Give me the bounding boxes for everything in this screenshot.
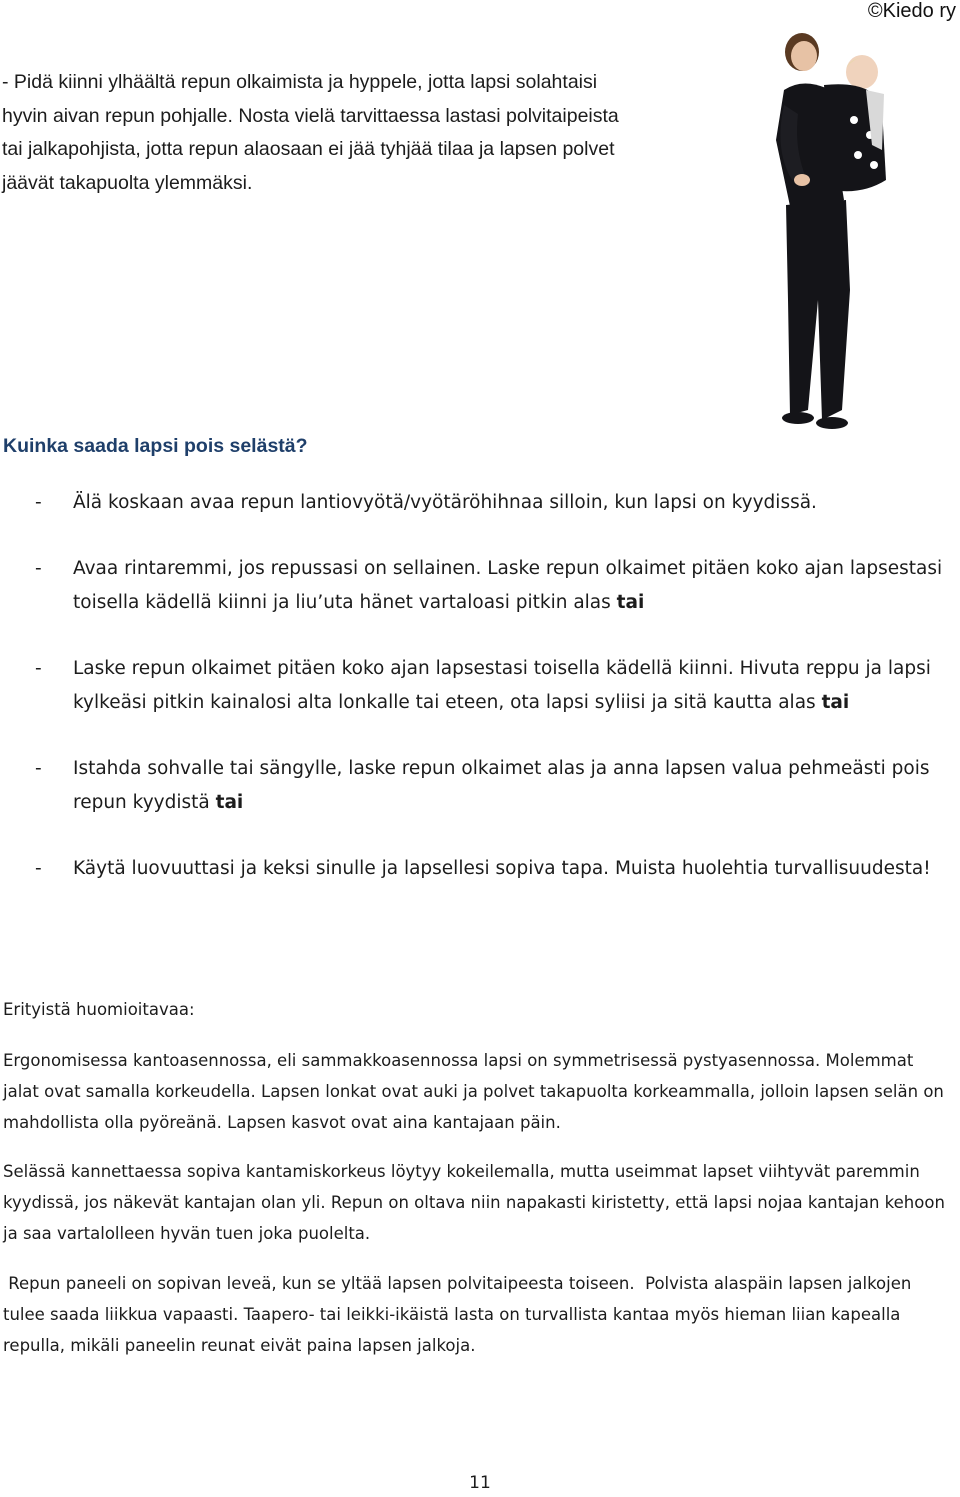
section-heading-special-notes: Erityistä huomioitavaa: — [3, 1000, 195, 1019]
list-item-text: Käytä luovuuttasi ja keksi sinulle ja lapsellesi sopiva tapa. Muista huolehtia turvallisuudesta! — [73, 858, 931, 879]
list-item — [0, 486, 960, 520]
list-item-text: Avaa rintaremmi, jos repussasi on sellainen. Laske repun olkaimet pitäen koko ajan lapsestasi toisella kädellä kiinni ja liu’uta hänet vartaloasi pitkin alas — [73, 558, 943, 613]
list-item-text: Istahda sohvalle tai sängylle, laske repun olkaimet alas ja anna lapsen valua pehmeästi pois repun kyydistä — [73, 758, 930, 813]
list-dash: - — [35, 858, 42, 879]
list-item — [0, 652, 960, 720]
list-dash: - — [35, 492, 42, 513]
list-item — [0, 852, 960, 886]
paragraph-back-carry-height: Selässä kannettaessa sopiva kantamiskorkeus löytyy kokeilemalla, mutta useimmat lapset viihtyvät paremmin kyydissä, jos näkevät kantajan olan yli. Repun on oltava niin napakasti kiristetty, että lapsi nojaa kantajan kehoon ja saa vartalolleen hyvän tuen joka puolelta. — [3, 1162, 945, 1243]
list-item-suffix: tai — [821, 692, 850, 713]
copyright-header: ©Kiedo ry — [867, 0, 956, 22]
list-item — [0, 752, 960, 820]
list-item — [0, 552, 960, 620]
section-heading-remove-child: Kuinka saada lapsi pois selästä? — [3, 435, 308, 457]
instruction-list — [0, 486, 960, 886]
paragraph-ergonomic-position: Ergonomisessa kantoasennossa, eli sammakkoasennossa lapsi on symmetrisessä pystyasennossa. Molemmat jalat ovat samalla korkeudella. Lapsen lonkat ovat auki ja polvet takapuolta korkeammalla, jolloin lapsen selän on mahdollista olla pyöreänä. Lapsen kasvot ovat aina kantajaan päin. — [3, 1051, 944, 1132]
list-dash: - — [35, 558, 42, 579]
page-number: 11 — [469, 1473, 491, 1493]
babywearing-photo — [762, 30, 902, 435]
list-item-text: Älä koskaan avaa repun lantiovyötä/vyötäröhihnaa silloin, kun lapsi on kyydissä. — [73, 492, 817, 513]
intro-paragraph — [2, 66, 622, 200]
list-item-suffix: tai — [616, 592, 645, 613]
intro-text: - Pidä kiinni ylhäältä repun olkaimista ja hyppele, jotta lapsi solahtaisi hyvin aivan repun pohjalle. Nosta vielä tarvittaessa lastasi polvitaipeista tai jalkapohjista, jotta repun alaosaan ei jää tyhjää tilaa ja lapsen polvet jäävät takapuolta ylemmäksi. — [2, 71, 619, 194]
list-dash: - — [35, 658, 42, 679]
list-item-suffix: tai — [215, 792, 244, 813]
list-item-text: Laske repun olkaimet pitäen koko ajan lapsestasi toisella kädellä kiinni. Hivuta reppu ja lapsi kylkeäsi pitkin kainalosi alta lonkalle tai eteen, ota lapsi syliisi ja sitä kautta alas — [73, 658, 931, 713]
list-dash: - — [35, 758, 42, 779]
babywearing-illustration — [762, 30, 902, 435]
paragraph-panel-width: Repun paneeli on sopivan leveä, kun se yltää lapsen polvitaipeesta toiseen. Polvista alaspäin lapsen jalkojen tulee saada liikkua vapaasti. Taapero- tai leikki-ikäistä lasta on turvallista kantaa myös hieman liian kapealla repulla, mikäli paneelin reunat eivät paina lapsen jalkoja. — [3, 1274, 917, 1355]
